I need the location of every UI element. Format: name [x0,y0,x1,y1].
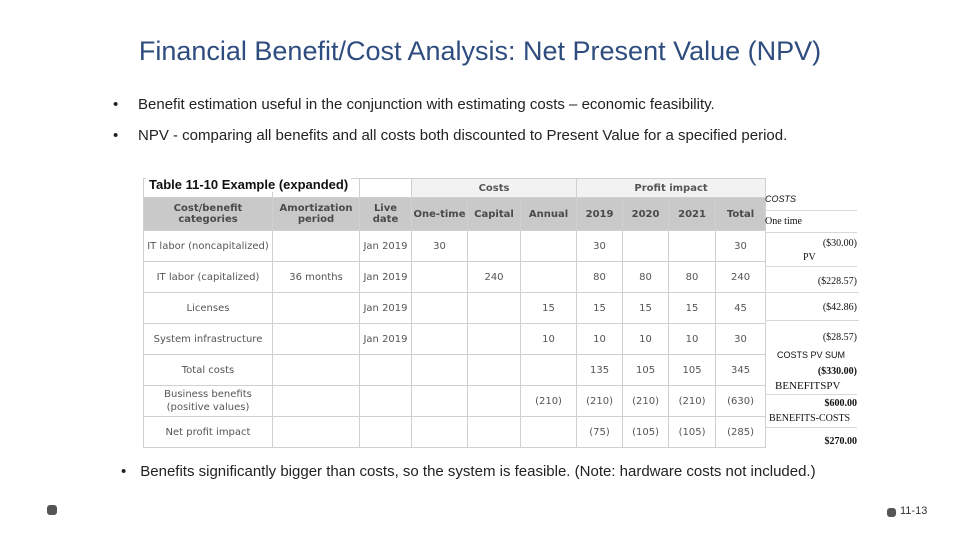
table-cell-capital [468,417,521,448]
table-cell-onetime [412,417,468,448]
table-cell-annual [521,231,577,262]
table-cell-y2019: (75) [577,417,623,448]
pv-value: ($28.57) [822,332,857,343]
table-cell-amort [273,386,360,417]
table-body [144,231,766,448]
table-cell-y2020: 10 [623,324,669,355]
costs-pv-sum-value: ($330.00) [817,366,857,377]
column-header: 2020 [623,198,669,231]
pv-value: ($228.57) [765,276,859,293]
page-number-logo-icon [887,508,896,517]
column-header: 2019 [577,198,623,231]
table-cell-cat: IT labor (capitalized) [144,262,273,293]
table-cell-annual [521,417,577,448]
table-cell-annual: (210) [521,386,577,417]
table-cell-total: 30 [716,231,766,262]
bullet-text: Benefit estimation useful in the conjunction with estimating costs – economic feasibility. [138,96,715,113]
table-cell-amort [273,355,360,386]
table-cell-y2021: (105) [669,417,716,448]
table-caption: Table 11-10 Example (expanded) [146,177,351,192]
column-header: 2021 [669,198,716,231]
table-cell-cat: IT labor (noncapitalized) [144,231,273,262]
column-header: Capital [468,198,521,231]
table-cell-annual: 15 [521,293,577,324]
table-cell-total: 30 [716,324,766,355]
column-header: Annual [521,198,577,231]
slide-title: Financial Benefit/Cost Analysis: Net Present Value (NPV) [138,36,822,66]
table-cell-cat: Licenses [144,293,273,324]
table-cell-y2021: 10 [669,324,716,355]
table-cell-capital [468,355,521,386]
table-cell-cat: System infrastructure [144,324,273,355]
column-header: Total [716,198,766,231]
benefits-costs-value: $270.00 [824,436,857,447]
table-cell-amort [273,324,360,355]
table-row [144,231,766,262]
table-row [144,293,766,324]
column-header: Live date [360,198,412,231]
pv-value: ($30.00) [822,238,857,249]
table-cell-y2019: 80 [577,262,623,293]
table-cell-capital [468,386,521,417]
bullet-marker: • [113,127,119,144]
table-cell-amort [273,293,360,324]
table-cell-y2021: 105 [669,355,716,386]
table-cell-amort [273,231,360,262]
table-cell-onetime [412,262,468,293]
table-cell-annual [521,262,577,293]
column-header: One-time [412,198,468,231]
conclusion-bullet [121,463,816,480]
table-cell-y2020: 15 [623,293,669,324]
table-cell-cat: Business benefits (positive values) [144,386,273,417]
table-cell-annual: 10 [521,324,577,355]
pv-value: ($42.86) [765,302,859,321]
group-header-costs: Costs [412,179,577,198]
table-cell-total: 345 [716,355,766,386]
table-cell-onetime: 30 [412,231,468,262]
table-cell-live: Jan 2019 [360,231,412,262]
pv-label: PV [765,252,857,267]
table-cell-y2021 [669,231,716,262]
bullet-marker: • [113,96,119,113]
table-cell-y2020 [623,231,669,262]
one-time-label: One time [765,216,857,233]
table-cell-amort [273,417,360,448]
costs-pv-sum-label: COSTS PV SUM [777,350,846,360]
table-row [144,386,766,417]
table-cell-y2019: (210) [577,386,623,417]
bullet-text: NPV - comparing all benefits and all costs both discounted to Present Value for a specified period. [138,127,788,144]
table-cell-cat: Net profit impact [144,417,273,448]
table-row [144,324,766,355]
table-cell-live: Jan 2019 [360,324,412,355]
table-cell-y2020: 105 [623,355,669,386]
table-cell-onetime [412,293,468,324]
table-cell-y2021: 80 [669,262,716,293]
footer-logo-icon [47,505,57,515]
table-cell-y2019: 15 [577,293,623,324]
table-cell-total: (285) [716,417,766,448]
table-cell-total: (630) [716,386,766,417]
costs-label: COSTS [765,194,857,211]
table-cell-y2019: 30 [577,231,623,262]
benefits-pv-value: $600.00 [824,398,857,409]
benefits-costs-label: BENEFITS-COSTS [765,413,857,428]
table-cell-y2021: 15 [669,293,716,324]
column-header: Cost/benefit categories [144,198,273,231]
table-cell-capital [468,231,521,262]
benefits-pv-label: BENEFITSPV [765,380,857,395]
table-cell-live [360,355,412,386]
group-header-profit-impact: Profit impact [577,179,766,198]
table-cell-capital [468,324,521,355]
table-cell-capital [468,293,521,324]
table-cell-total: 240 [716,262,766,293]
table-cell-y2020: 80 [623,262,669,293]
table-cell-y2020: (210) [623,386,669,417]
table-cell-y2019: 135 [577,355,623,386]
table-cell-onetime [412,324,468,355]
table-cell-amort: 36 months [273,262,360,293]
table-cell-cat: Total costs [144,355,273,386]
table-row [144,262,766,293]
table-cell-onetime [412,355,468,386]
table-cell-onetime [412,386,468,417]
table-row [144,355,766,386]
table-cell-live: Jan 2019 [360,293,412,324]
table-cell-y2019: 10 [577,324,623,355]
column-header: Amortization period [273,198,360,231]
page-number: 11-13 [900,505,928,517]
bullet-marker: • [121,463,127,480]
table-cell-live [360,417,412,448]
table-row [144,417,766,448]
table-cell-capital: 240 [468,262,521,293]
table-cell-y2020: (105) [623,417,669,448]
cost-table [143,178,765,450]
table-cell-annual [521,355,577,386]
table-cell-y2021: (210) [669,386,716,417]
header-blank [360,179,412,198]
table-cell-live: Jan 2019 [360,262,412,293]
table-cell-total: 45 [716,293,766,324]
table-cell-live [360,386,412,417]
conclusion-text: Benefits significantly bigger than costs, so the system is feasible. (Note: hardware costs not included.) [140,463,816,480]
